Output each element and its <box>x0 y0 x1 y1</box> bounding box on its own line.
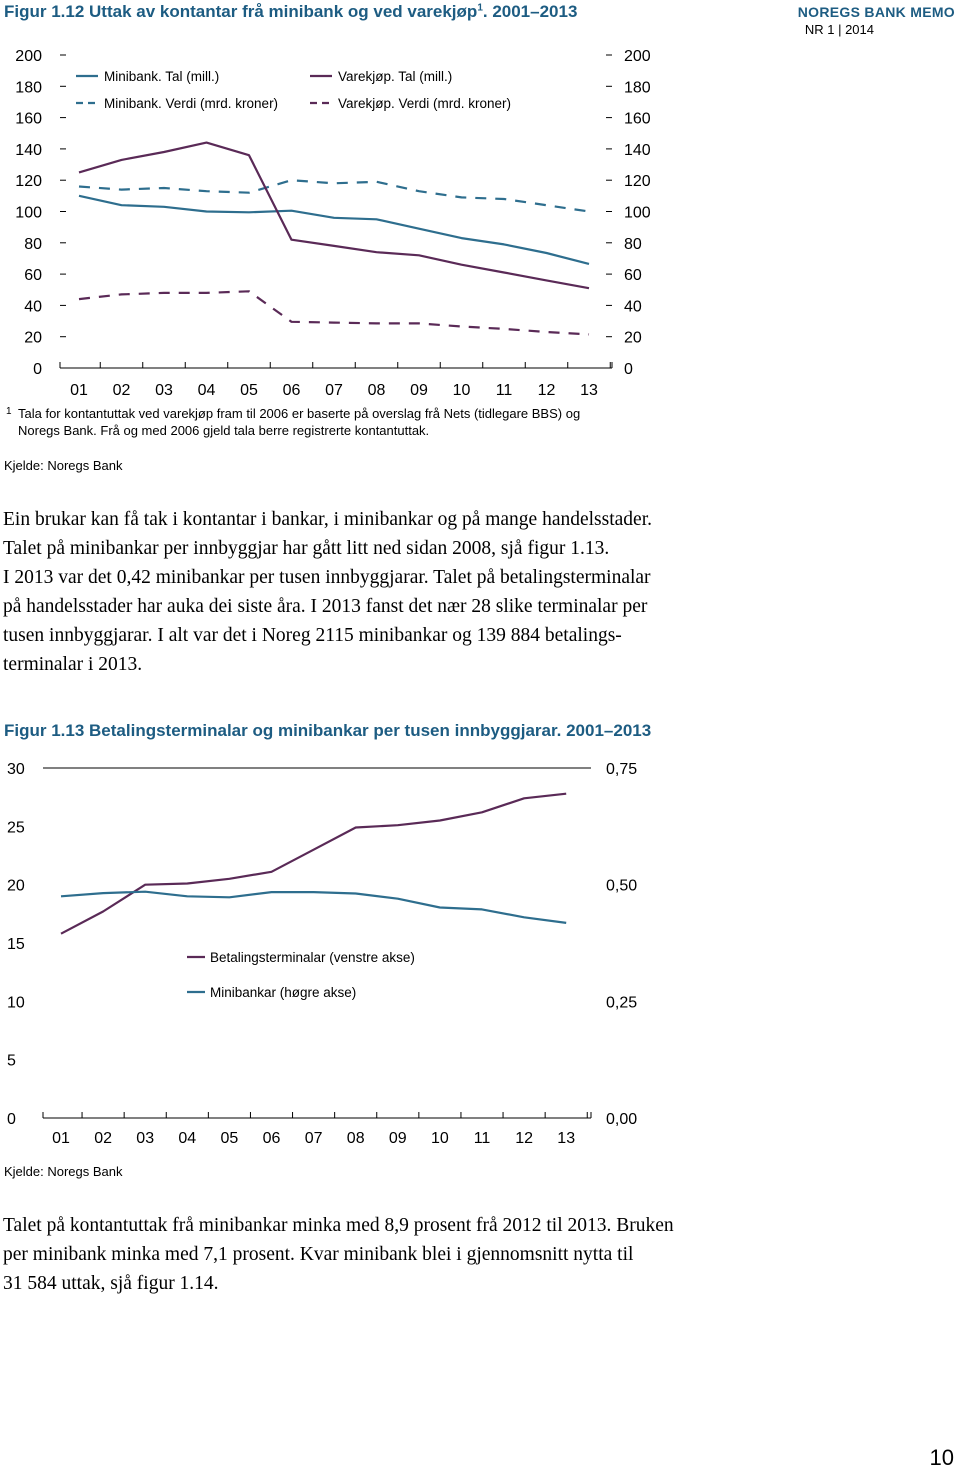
footnote-text: Tala for kontantuttak ved varekjøp fram til 2006 er baserte på overslag frå Nets (tidlegare BBS) og Noregs Bank. Frå og med 2006 gjeld tala berre registrerte kontantuttak. <box>18 406 581 438</box>
left-tick-label: 15 <box>7 936 25 953</box>
body-paragraph-2: Talet på kontantuttak frå minibankar minka med 8,9 prosent frå 2012 til 2013. Bruken per minibank minka med 7,1 prosent. Kvar minibank blei i gjennomsnitt nytta til 31 584 uttak, sjå figur 1.14. <box>3 1215 674 1294</box>
left-tick-label: 180 <box>15 79 42 97</box>
chart-1-left-ticks <box>15 48 66 378</box>
page-number: 10 <box>929 1445 954 1470</box>
chart-1-right-ticks <box>606 48 651 378</box>
left-tick-label: 0 <box>33 361 42 378</box>
x-tick-label: 08 <box>346 1130 365 1147</box>
figure-1-footnote <box>6 405 616 439</box>
x-tick-label: 07 <box>325 382 343 399</box>
figure-1-source: Kjelde: Noregs Bank <box>4 458 123 473</box>
x-tick-label: 13 <box>557 1130 576 1147</box>
left-tick-label: 5 <box>7 1052 16 1070</box>
right-tick-label: 20 <box>624 329 642 347</box>
series-line-1 <box>61 794 566 934</box>
x-tick-label: 04 <box>178 1130 197 1147</box>
chart-2-x-ticks <box>52 1112 587 1147</box>
chart-1-legend <box>76 69 511 111</box>
legend-label: Minibank. Verdi (mrd. kroner) <box>104 96 279 111</box>
left-tick-label: 0 <box>7 1111 16 1128</box>
chart-2-left-ticks <box>7 761 25 1128</box>
right-tick-label: 0,00 <box>606 1111 638 1128</box>
figure-2-title: Figur 1.13 Betalingsterminalar og minibankar per tusen innbyggjarar. 2001–2013 <box>4 721 652 740</box>
left-tick-label: 80 <box>24 235 42 253</box>
x-tick-label: 12 <box>537 382 556 399</box>
series-line-2 <box>61 892 566 923</box>
right-tick-label: 0,25 <box>606 994 638 1012</box>
left-tick-label: 140 <box>15 141 42 159</box>
x-tick-label: 06 <box>282 382 301 399</box>
right-tick-label: 0,75 <box>606 761 638 778</box>
x-tick-label: 12 <box>515 1130 533 1147</box>
left-tick-label: 60 <box>24 267 42 285</box>
x-tick-label: 01 <box>70 382 88 399</box>
x-tick-label: 13 <box>580 382 598 399</box>
left-tick-label: 30 <box>7 761 25 778</box>
x-tick-label: 05 <box>220 1130 239 1147</box>
figure-1-title-years: . 2001–2013 <box>482 2 578 21</box>
x-tick-label: 10 <box>431 1130 449 1147</box>
right-tick-label: 200 <box>624 48 651 65</box>
left-tick-label: 10 <box>7 994 25 1012</box>
right-tick-label: 100 <box>624 204 651 222</box>
series-line-3 <box>79 143 589 289</box>
left-tick-label: 20 <box>7 877 25 895</box>
chart-2-axes <box>43 768 591 1118</box>
right-tick-label: 0 <box>624 361 633 378</box>
chart-2-legend <box>187 950 415 1000</box>
x-tick-label: 10 <box>452 382 471 399</box>
chart-2-series <box>61 794 566 934</box>
chart-cash-withdrawals <box>0 40 960 400</box>
x-tick-label: 11 <box>473 1130 491 1147</box>
right-tick-label: 0,50 <box>606 877 638 895</box>
left-tick-label: 120 <box>15 173 42 191</box>
left-tick-label: 40 <box>24 298 42 316</box>
x-tick-label: 04 <box>197 382 216 399</box>
figure-1-title-footnote-marker: 1 <box>477 2 483 14</box>
x-tick-label: 09 <box>388 1130 407 1147</box>
series-line-4 <box>79 291 589 334</box>
left-tick-label: 25 <box>7 819 25 837</box>
right-tick-label: 80 <box>624 235 642 253</box>
legend-label: Minibankar (høgre akse) <box>210 985 357 1000</box>
right-tick-label: 120 <box>624 173 651 191</box>
x-tick-label: 03 <box>155 382 173 399</box>
figure-2-source: Kjelde: Noregs Bank <box>4 1164 123 1179</box>
x-tick-label: 07 <box>304 1130 323 1147</box>
chart-terminals-atms <box>0 750 960 1155</box>
right-tick-label: 180 <box>624 79 651 97</box>
right-tick-label: 140 <box>624 141 651 159</box>
footnote-marker: 1 <box>6 406 12 417</box>
legend-label: Varekjøp. Tal (mill.) <box>338 69 453 84</box>
x-tick-label: 09 <box>410 382 428 399</box>
chart-1-series <box>79 143 589 335</box>
right-tick-label: 60 <box>624 267 642 285</box>
x-tick-label: 01 <box>52 1130 70 1147</box>
left-tick-label: 200 <box>15 48 42 65</box>
chart-2-right-ticks <box>606 761 637 1128</box>
x-tick-label: 02 <box>94 1130 112 1147</box>
right-tick-label: 160 <box>624 110 651 128</box>
x-tick-label: 05 <box>240 382 258 399</box>
right-tick-label: 40 <box>624 298 642 316</box>
left-tick-label: 160 <box>15 110 42 128</box>
left-tick-label: 100 <box>15 204 42 222</box>
figure-1-title-main: Figur 1.12 Uttak av kontantar frå minibank og ved varekjøp <box>4 2 478 21</box>
x-tick-label: 03 <box>136 1130 155 1147</box>
legend-label: Minibank. Tal (mill.) <box>104 69 220 84</box>
memo-issue: NR 1 | 2014 <box>804 22 874 37</box>
x-tick-label: 02 <box>112 382 131 399</box>
body-paragraph-1: Ein brukar kan få tak i kontantar i bankar, i minibankar og på mange handelsstader. Talet på minibankar per innbyggjar har gått litt ned sidan 2008, sjå figur 1.13. I 2013 var det 0,42 minibankar per tusen innbyggjarar. Talet på betalingsterminalar på handelsstader har auka dei siste åra. I 2013 fanst det nær 28 slike terminalar per tusen innbyggjarar. I alt var det i Noreg 2115 minibankar og 139 884 betalings- terminalar i 2013. <box>3 509 653 675</box>
x-tick-label: 08 <box>367 382 386 399</box>
legend-label: Varekjøp. Verdi (mrd. kroner) <box>338 96 512 111</box>
legend-label: Betalingsterminalar (venstre akse) <box>210 950 415 965</box>
x-tick-label: 06 <box>262 1130 281 1147</box>
x-tick-label: 11 <box>495 382 513 399</box>
left-tick-label: 20 <box>24 329 42 347</box>
memo-brand: NOREGS BANK MEMO <box>797 4 955 20</box>
figure-1-title <box>4 2 577 22</box>
series-line-1 <box>79 196 589 264</box>
